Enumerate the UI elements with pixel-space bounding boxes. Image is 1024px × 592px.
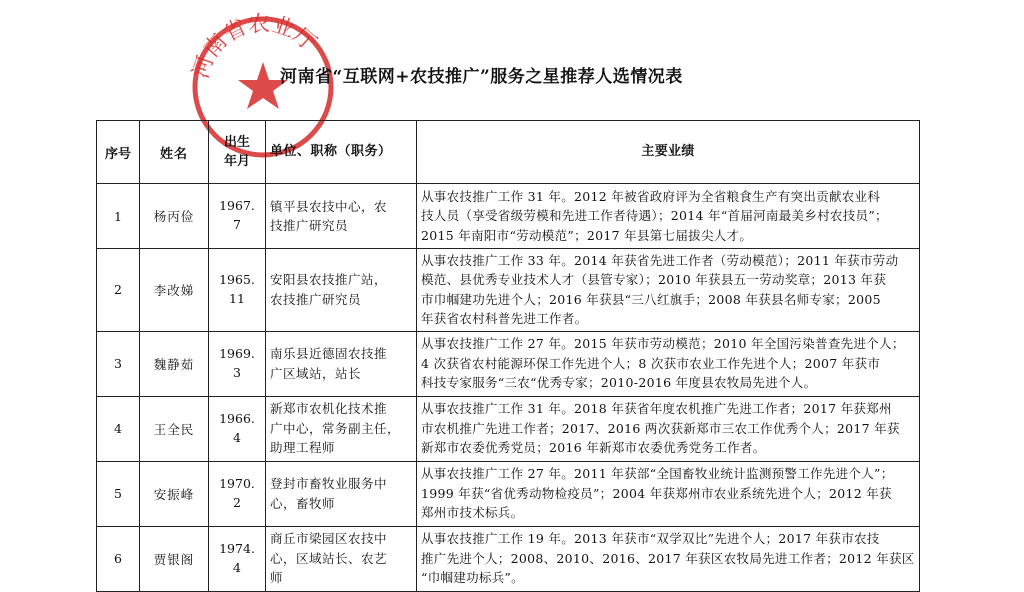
achievement-line: 年获省农村科普先进工作者。 xyxy=(421,311,588,327)
table-row xyxy=(97,526,920,591)
recommendation-table xyxy=(96,120,920,592)
table-row xyxy=(97,396,920,461)
achievements xyxy=(417,249,920,332)
person-name: 安振峰 xyxy=(140,461,209,526)
birth-date-line: 1970. xyxy=(219,475,255,491)
achievement-line: 科技专家服务“三农“优秀专家；2010-2016 年度县农牧局先进个人。 xyxy=(421,375,817,391)
achievement-line: 新郑市农委优秀党员；2016 年新郑市农委优秀党务工作者。 xyxy=(421,440,766,456)
unit-title-line: 技推广研究员 xyxy=(270,218,349,233)
header-born xyxy=(209,121,266,184)
achievements xyxy=(417,461,920,526)
row-number: 1 xyxy=(97,184,140,249)
header-no: 序号 xyxy=(97,121,140,184)
achievement-line: 2015 年南阳市“劳动模范”；2017 年县第七届拔尖人才。 xyxy=(421,227,753,243)
person-name: 魏静茹 xyxy=(140,331,209,396)
unit-title xyxy=(266,461,417,526)
unit-title xyxy=(266,184,417,249)
unit-title xyxy=(266,331,417,396)
row-number: 4 xyxy=(97,396,140,461)
unit-title-line: 农技推广研究员 xyxy=(270,291,362,307)
person-name: 贾银阁 xyxy=(140,526,209,591)
table-header-row xyxy=(97,121,920,184)
birth-date-line: 2 xyxy=(233,494,241,510)
achievements xyxy=(417,184,920,249)
achievement-line: 市农机推广先进工作者；2017、2016 两次获新郑市三农工作优秀个人；2017 年获 xyxy=(421,420,900,436)
achievements xyxy=(417,526,920,591)
seal-text: 河南省农业厅 xyxy=(188,12,321,82)
birth-date-line: 1965. xyxy=(219,272,255,287)
birth-date xyxy=(209,184,266,249)
achievement-line: 从事农技推广工作 31 年。2018 年获省年度农机推广先进工作者；2017 年获郑州 xyxy=(421,401,892,417)
birth-date xyxy=(209,331,266,396)
birth-date-line: 3 xyxy=(233,364,241,380)
unit-title-line: 师 xyxy=(270,570,284,586)
header-achievements: 主要业绩 xyxy=(417,121,920,184)
achievement-line: 1999 年获“省优秀动物检疫员”；2004 年获郑州市农业系统先进个人；2012 年获 xyxy=(421,485,892,501)
unit-title-line: 安阳县农技推广站， xyxy=(270,272,388,288)
achievement-line: 推广先进个人；2008、2010、2016、2017 年获区农牧局先进工作者；2012 年获区 xyxy=(421,550,915,566)
unit-title-line: 登封市畜牧业服务中 xyxy=(270,476,388,492)
birth-date-line: 1967. xyxy=(219,198,255,214)
unit-title-line: 广区域站，站长 xyxy=(270,365,362,381)
birth-date xyxy=(209,396,266,461)
birth-date-line: 4 xyxy=(233,429,241,445)
header-unit: 单位、职称（职务） xyxy=(266,121,417,184)
unit-title xyxy=(266,396,417,461)
unit-title xyxy=(266,249,417,332)
achievement-line: 从事农技推广工作 19 年。2013 年获市“双学双比”先进个人；2017 年获市农技 xyxy=(421,531,880,547)
achievement-line: 技人员（享受省级劳模和先进工作者待遇）；2014 年“首届河南最美乡村农技员”； xyxy=(421,208,888,224)
birth-date-line: 1966. xyxy=(219,410,255,426)
achievement-line: 从事农技推广工作 27 年。2011 年获部“全国畜牧业统计监测预警工作先进个人”； xyxy=(421,466,894,482)
page-title: 河南省“互联网+农技推广”服务之星推荐人选情况表 xyxy=(280,67,683,87)
row-number: 3 xyxy=(97,331,140,396)
birth-date-line: 7 xyxy=(233,217,241,232)
achievement-line: 从事农技推广工作 31 年。2012 年被省政府评为全省粮食生产有突出贡献农业科 xyxy=(421,188,881,204)
unit-title-line: 助理工程师 xyxy=(270,440,336,456)
table-row xyxy=(97,461,920,526)
achievement-line: 4 次获省农村能源环保工作先进个人；8 次获市农业工作先进个人；2007 年获市 xyxy=(421,355,881,371)
header-born-line: 出生 xyxy=(223,134,250,150)
birth-date-line: 11 xyxy=(229,290,245,306)
person-name: 杨丙俭 xyxy=(140,184,209,249)
achievement-line: 市巾帼建功先进个人；2016 年获县“三八红旗手；2008 年获县名师专家；2005 xyxy=(421,291,881,307)
header-name: 姓名 xyxy=(140,121,209,184)
unit-title-line: 心，畜牧师 xyxy=(270,495,336,511)
birth-date xyxy=(209,249,266,332)
header-born-line: 年月 xyxy=(223,154,250,169)
unit-title-line: 南乐县近德固农技推 xyxy=(270,346,388,362)
birth-date xyxy=(209,526,266,591)
unit-title-line: 新郑市农机化技术推 xyxy=(270,401,388,417)
row-number: 5 xyxy=(97,461,140,526)
unit-title xyxy=(266,526,417,591)
birth-date-line: 4 xyxy=(233,559,241,575)
row-number: 6 xyxy=(97,526,140,591)
unit-title-line: 广中心，常务副主任， xyxy=(270,420,401,436)
achievement-line: 从事农技推广工作 27 年。2015 年获市劳动模范；2010 年全国污染普查先进个人； xyxy=(421,336,905,352)
achievement-line: 郑州市技术标兵。 xyxy=(421,505,524,521)
person-name: 王全民 xyxy=(140,396,209,461)
achievement-line: “巾帼建功标兵”。 xyxy=(421,570,524,586)
birth-date xyxy=(209,461,266,526)
birth-date-line: 1969. xyxy=(219,345,255,361)
table-row xyxy=(97,249,920,332)
person-name: 李改娣 xyxy=(140,249,209,332)
unit-title-line: 商丘市梁园区农技中 xyxy=(270,531,388,547)
achievement-line: 从事农技推广工作 33 年。2014 年获省先进工作者（劳动模范）；2011 年获市劳动 xyxy=(421,253,899,268)
unit-title-line: 镇平县农技中心，农 xyxy=(270,198,388,214)
achievement-line: 模范、县优秀专业技术人才（县管专家）；2010 年获县五一劳动奖章；2013 年获 xyxy=(421,272,887,288)
table-row xyxy=(97,331,920,396)
unit-title-line: 心，区域站长、农艺 xyxy=(270,550,388,566)
table-row xyxy=(97,184,920,249)
row-number: 2 xyxy=(97,249,140,332)
birth-date-line: 1974. xyxy=(219,540,255,556)
achievements xyxy=(417,331,920,396)
achievements xyxy=(417,396,920,461)
